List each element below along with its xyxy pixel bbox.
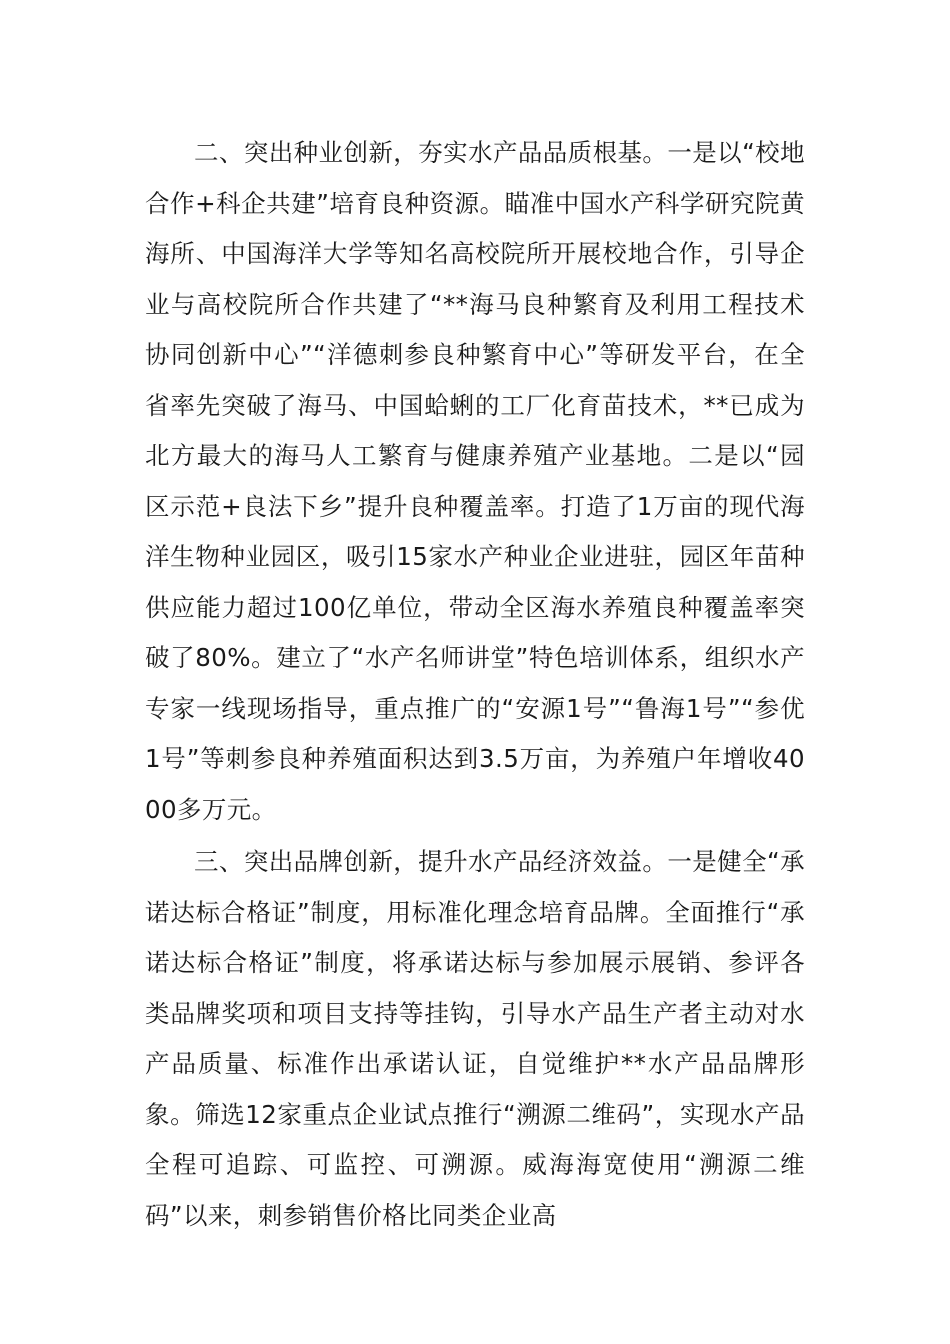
document-body bbox=[145, 128, 805, 1241]
paragraph-brand-innovation: 三、突出品牌创新，提升水产品经济效益。一是健全“承诺达标合格证”制度，用标准化理念培育品牌。全面推行“承诺达标合格证”制度，将承诺达标与参加展示展销、参评各类品牌奖项和项目支持等挂钩，引导水产品生产者主动对水产品质量、标准作出承诺认证，自觉维护**水产品品牌形象。筛选12家重点企业试点推行“溯源二维码”，实现水产品全程可追踪、可监控、可溯源。威海海宽使用“溯源二维码”以来，刺参销售价格比同类企业高 bbox=[145, 847, 805, 1230]
paragraph-seed-industry-innovation: 二、突出种业创新，夯实水产品品质根基。一是以“校地合作+科企共建”培育良种资源。瞄准中国水产科学研究院黄海所、中国海洋大学等知名高校院所开展校地合作，引导企业与高校院所合作共建了“**海马良种繁育及利用工程技术协同创新中心”“洋德刺参良种繁育中心”等研发平台，在全省率先突破了海马、中国蛤蜊的工厂化育苗技术，**已成为北方最大的海马人工繁育与健康养殖产业基地。二是以“园区示范+良法下乡”提升良种覆盖率。打造了1万亩的现代海洋生物种业园区，吸引15家水产种业企业进驻，园区年苗种供应能力超过100亿单位，带动全区海水养殖良种覆盖率突破了80%。建立了“水产名师讲堂”特色培训体系，组织水产专家一线现场指导，重点推广的“安源1号”“鲁海1号”“参优1号”等刺参良种养殖面积达到3.5万亩，为养殖户年增收4000多万元。 bbox=[145, 138, 805, 824]
